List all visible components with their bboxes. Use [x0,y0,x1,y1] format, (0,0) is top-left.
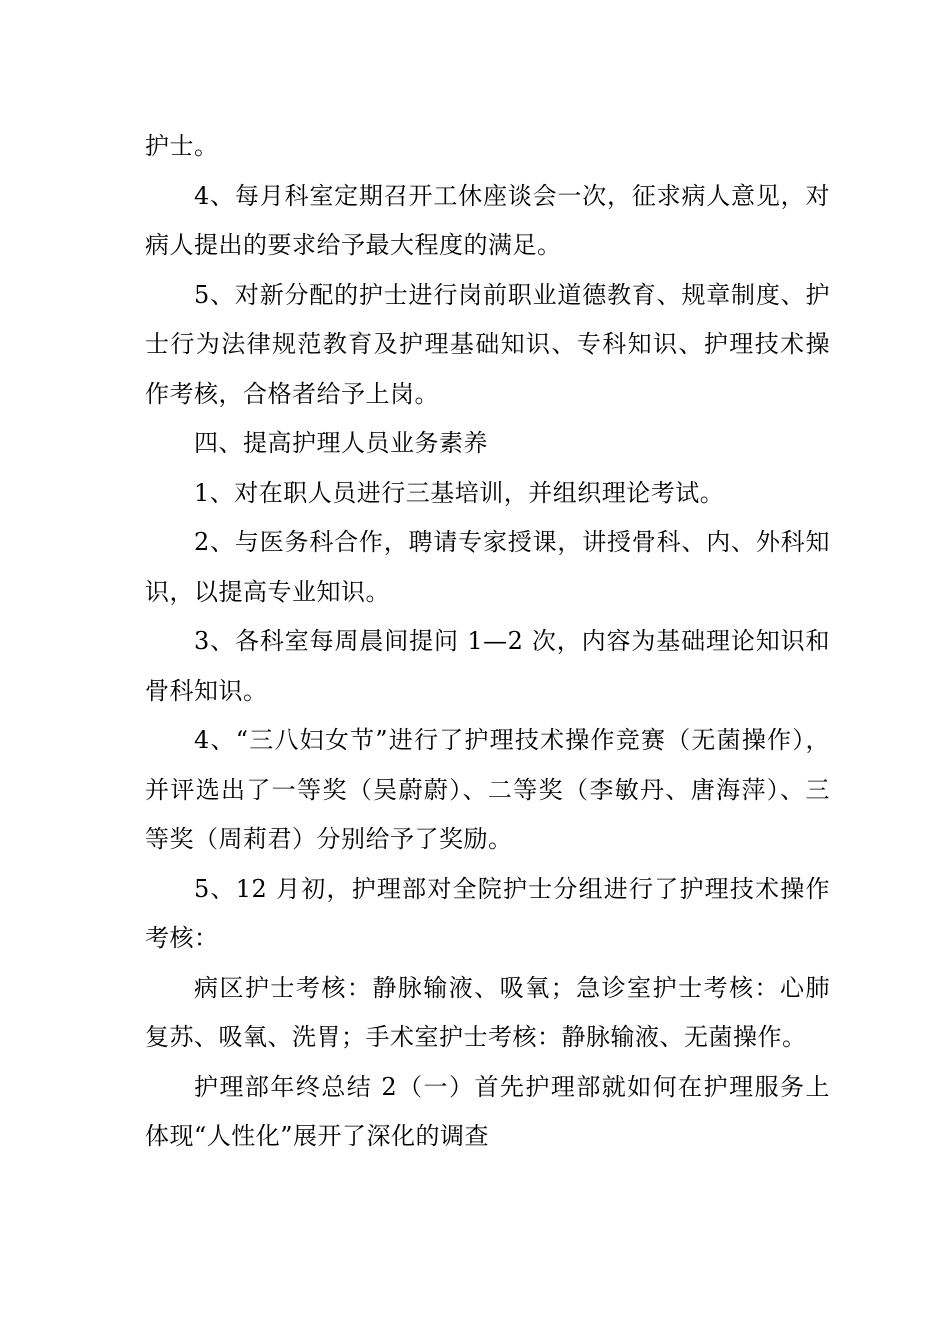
paragraph-11: 护理部年终总结 2（一）首先护理部就如何在护理服务上体现“人性化”展开了深化的调查 [145,1072,830,1150]
paragraph-6: 2、与医务科合作，聘请专家授课，讲授骨科、内、外科知识，以提高专业知识。 [145,528,830,606]
paragraph-3: 5、对新分配的护士进行岗前职业道德教育、规章制度、护士行为法律规范教育及护理基础知识、专科知识、护理技术操作考核，合格者给予上岗。 [145,280,830,408]
paragraph-10: 病区护士考核：静脉输液、吸氧；急诊室护士考核：心肺复苏、吸氧、洗胃；手术室护士考核：静脉输液、无菌操作。 [145,973,830,1051]
section-heading-4: 四、提高护理人员业务素养 [194,429,488,457]
paragraph-7: 3、各科室每周晨间提问 1—2 次，内容为基础理论知识和骨科知识。 [145,627,830,705]
paragraph-9: 5、12 月初，护理部对全院护士分组进行了护理技术操作考核： [145,874,830,952]
paragraph-1: 护士。 [145,132,219,160]
paragraph-8: 4、“三八妇女节”进行了护理技术操作竞赛（无菌操作），并评选出了一等奖（吴蔚蔚）、二等奖（李敏丹、唐海萍）、三等奖（周莉君）分别给予了奖励。 [145,726,830,853]
paragraph-2: 4、每月科室定期召开工休座谈会一次，征求病人意见，对病人提出的要求给予最大程度的满足。 [145,181,830,259]
document-body [145,122,830,1162]
paragraph-5: 1、对在职人员进行三基培训，并组织理论考试。 [194,478,725,507]
